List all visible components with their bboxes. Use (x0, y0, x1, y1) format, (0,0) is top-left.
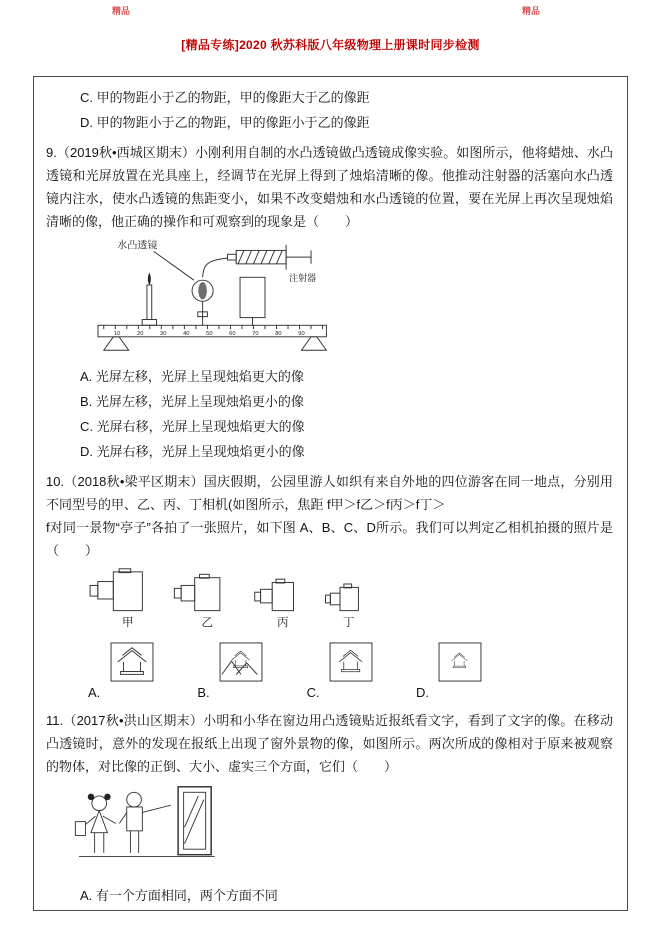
children-at-mirror-drawing (68, 783, 224, 875)
photo-d-pavilion-icon (438, 642, 482, 682)
lens-leader-line (154, 251, 194, 280)
photo-c (307, 642, 403, 702)
ruler-number: 30 (160, 330, 167, 337)
photo-a (88, 642, 184, 702)
q9-optical-bench-figure (92, 237, 613, 363)
q10-stem-continued: f对同一景物“亭子”各拍了一张照片，如下图 A、B、C、D所示。我们可以判定乙相机拍摄的照片是（ ） (46, 520, 613, 558)
page-frame (33, 76, 628, 911)
syringe-icon (228, 245, 311, 270)
optical-bench-drawing (92, 237, 342, 356)
q10-stem: 10.（2018秋•梁平区期末）国庆假期，公园里游人如织有来自外地的四位游客在同一地点，分别用不同型号的甲、乙、丙、丁相机(如图所示，焦距 f甲＞f乙＞f丙＞f丁＞ (46, 474, 613, 512)
q10-camera-figure (82, 568, 613, 637)
q9-option-a: A. 光屏左移，光屏上呈现烛焰更大的像 (80, 369, 304, 384)
prev-option-c: C. 甲的物距小于乙的物距，甲的像距大于乙的像距 (80, 90, 370, 105)
syringe-label: 注射器 (288, 273, 317, 284)
photo-label-d: D. (415, 685, 429, 700)
camera-ding-icon (325, 584, 358, 611)
ruler-number: 60 (229, 330, 236, 337)
ruler-number: 50 (206, 330, 213, 337)
tube-icon (203, 258, 228, 277)
camera-label-bing: 丙 (277, 616, 289, 630)
boy-figure-icon (119, 792, 170, 853)
mirror-frame-icon (178, 787, 211, 855)
q9-option-d: D. 光屏右移，光屏上呈现烛焰更小的像 (80, 444, 305, 459)
ruler-number: 20 (137, 330, 144, 337)
q11-option-a: A. 有一个方面相同，两个方面不同 (80, 888, 278, 903)
ruler-number: 70 (252, 330, 259, 337)
photo-c-pavilion-icon (329, 642, 373, 682)
watermark-right: 精品 (522, 6, 541, 16)
candle-icon (142, 273, 156, 326)
girl-figure-icon (75, 794, 115, 853)
cameras-drawing (82, 568, 412, 630)
water-lens-label: 水凸透镜 (117, 240, 158, 252)
q10-photos-row (88, 642, 512, 702)
photo-label-a: A. (88, 685, 101, 700)
ruler-number: 80 (275, 330, 282, 337)
camera-label-jia: 甲 (122, 616, 134, 630)
camera-label-yi: 乙 (201, 616, 214, 630)
q11-stem: 11.（2017秋•洪山区期末）小明和小华在窗边用凸透镜贴近报纸看文字，看到了文字的像。在移动凸透镜时，意外的发现在报纸上出现了窗外景物的像，如图所示。两次所成的像相对于原来被观察的物体，对比像的正倒、大小、虚实三个方面，它们（ ） (46, 713, 613, 774)
water-lens-icon (192, 280, 213, 325)
q11-figure (68, 783, 613, 882)
screen-icon (240, 277, 265, 325)
photo-b (197, 642, 293, 702)
photo-b-pavilion-icon (219, 642, 263, 682)
q9-option-c: C. 光屏右移，光屏上呈现烛焰更大的像 (80, 419, 305, 434)
q9-option-b: B. 光屏左移，光屏上呈现烛焰更小的像 (80, 394, 304, 409)
ruler-number: 40 (183, 330, 190, 337)
photo-d (416, 642, 512, 702)
camera-yi-icon (174, 574, 220, 610)
watermark-left: 精品 (112, 6, 131, 16)
document-title: [精品专练]2020 秋苏科版八年级物理上册课时同步检测 (181, 38, 480, 52)
optical-rail-icon (98, 325, 326, 350)
photo-label-b: B. (197, 685, 210, 700)
prev-option-d: D. 甲的物距小于乙的物距，甲的像距小于乙的像距 (80, 115, 370, 130)
photo-label-c: C. (306, 685, 320, 700)
photo-a-pavilion-icon (110, 642, 154, 682)
camera-bing-icon (255, 579, 294, 610)
q9-stem: 9.（2019秋•西城区期末）小刚利用自制的水凸透镜做凸透镜成像实验。如图所示，他将蜡烛、水凸透镜和光屏放置在光具座上，经调节在光屏上得到了烛焰清晰的像。他推动注射器的活塞向水凸透镜内注水，使水凸透镜的焦距变小，如果不改变蜡烛和水凸透镜的位置，要在光屏上再次呈现烛焰清晰的像，他正确的操作和可观察到的现象是（ ） (46, 145, 613, 229)
ruler-number: 90 (298, 330, 305, 337)
ruler-number: 10 (113, 330, 121, 337)
camera-label-ding: 丁 (342, 616, 355, 630)
camera-jia-icon (90, 569, 142, 611)
